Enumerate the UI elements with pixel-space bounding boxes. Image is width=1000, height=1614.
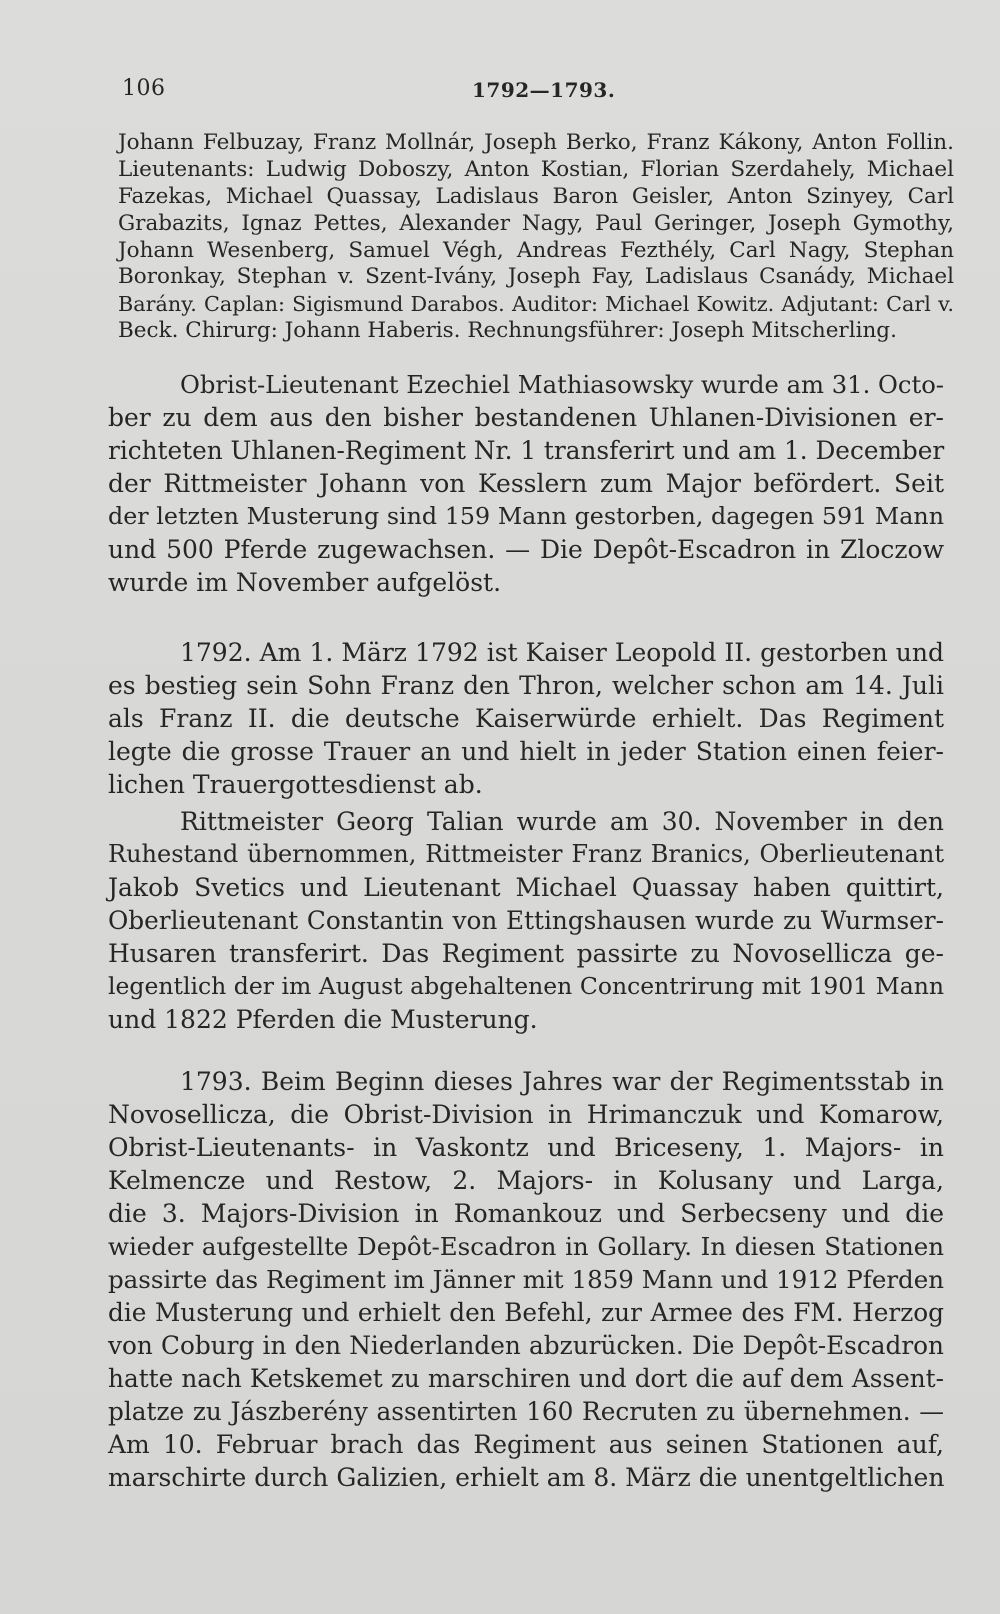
text-line: Ruhestand übernommen, Rittmeister Franz Branics, Oberlieutenant (108, 840, 944, 868)
roster-line: Johann Wesenberg, Samuel Végh, Andreas Fezthély, Carl Nagy, Stephan (118, 237, 954, 263)
text-line: Rittmeister Georg Talian wurde am 30. November in den (180, 807, 944, 836)
text-line: hatte nach Ketskemet zu marschiren und dort die auf dem Assent- (108, 1364, 944, 1393)
roster-line: Boronkay, Stephan v. Szent-Ivány, Joseph Fay, Ladislaus Csanády, Michael (118, 264, 954, 290)
text-line: die Musterung und erhielt den Befehl, zur Armee des FM. Herzog (108, 1298, 944, 1327)
officer-roster (118, 130, 954, 345)
text-line: ber zu dem aus den bisher bestandenen Uhlanen-Divisionen er- (108, 403, 944, 432)
text-line: 1792. Am 1. März 1792 ist Kaiser Leopold II. gestorben und (180, 638, 944, 667)
text-line: und 500 Pferde zugewachsen. — Die Depôt-Escadron in Zloczow (108, 535, 944, 564)
paragraph-mathiasowsky (108, 368, 944, 599)
text-line: lichen Trauergottesdienst ab. (108, 770, 483, 799)
text-line: wieder aufgestellte Depôt-Escadron in Gollary. In diesen Stationen (108, 1232, 944, 1261)
text-line: Kelmencze und Restow, 2. Majors- in Kolusany und Larga, (108, 1166, 944, 1195)
roster-line: Johann Felbuzay, Franz Mollnár, Joseph Berko, Franz Kákony, Anton Follin. (118, 130, 954, 155)
roster-line: Barány. Caplan: Sigismund Darabos. Auditor: Michael Kowitz. Adjutant: Carl v. (118, 292, 954, 317)
text-line: legentlich der im August abgehaltenen Concentrirung mit 1901 Mann (108, 972, 944, 1000)
paragraph-talian (108, 805, 944, 1036)
text-line: der Rittmeister Johann von Kesslern zum Major befördert. Seit (108, 469, 944, 498)
text-line: richteten Uhlanen-Regiment Nr. 1 transferirt und am 1. December (108, 436, 945, 465)
text-line: Oberlieutenant Constantin von Ettingshausen wurde zu Wurmser- (108, 906, 944, 935)
text-line: 1793. Beim Beginn dieses Jahres war der Regimentsstab in (180, 1067, 944, 1096)
text-line: passirte das Regiment im Jänner mit 1859 Mann und 1912 Pferden (108, 1265, 944, 1294)
page-header (122, 76, 942, 110)
page-number: 106 (122, 76, 166, 101)
text-line: marschirte durch Galizien, erhielt am 8. März die unentgeltlichen (108, 1463, 945, 1492)
text-line: als Franz II. die deutsche Kaiserwürde erhielt. Das Regiment (108, 704, 944, 733)
roster-line: Fazekas, Michael Quassay, Ladislaus Baron Geisler, Anton Szinyey, Carl (118, 183, 954, 209)
roster-line: Beck. Chirurg: Johann Haberis. Rechnungsführer: Joseph Mitscherling. (118, 318, 897, 344)
text-line: der letzten Musterung sind 159 Mann gestorben, dagegen 591 Mann (108, 502, 944, 530)
text-line: Obrist-Lieutenants- in Vaskontz und Briceseny, 1. Majors- in (108, 1133, 944, 1162)
text-line: Novosellicza, die Obrist-Division in Hrimanczuk und Komarow, (108, 1100, 944, 1129)
text-line: Obrist-Lieutenant Ezechiel Mathiasowsky wurde am 31. Octo- (180, 370, 945, 399)
roster-line: Lieutenants: Ludwig Doboszy, Anton Kostian, Florian Szerdahely, Michael (118, 156, 954, 182)
running-head: 1792—1793. (472, 78, 616, 102)
paragraph-1792 (108, 636, 944, 801)
roster-line: Grabazits, Ignaz Pettes, Alexander Nagy, Paul Geringer, Joseph Gymothy, (118, 210, 954, 236)
text-line: Husaren transferirt. Das Regiment passirte zu Novosellicza ge- (108, 939, 944, 968)
paragraph-1793 (108, 1065, 944, 1494)
text-line: und 1822 Pferden die Musterung. (108, 1005, 538, 1034)
text-line: von Coburg in den Niederlanden abzurücken. Die Depôt-Escadron (108, 1331, 944, 1360)
text-line: es bestieg sein Sohn Franz den Thron, welcher schon am 14. Juli (108, 671, 944, 700)
text-line: Jakob Svetics und Lieutenant Michael Quassay haben quittirt, (108, 873, 944, 902)
text-line: die 3. Majors-Division in Romankouz und Serbecseny und die (108, 1199, 944, 1228)
text-line: Am 10. Februar brach das Regiment aus seinen Stationen auf, (108, 1430, 944, 1459)
text-line: wurde im November aufgelöst. (108, 568, 502, 597)
text-line: platze zu Jászberény assentirten 160 Recruten zu übernehmen. — (108, 1397, 944, 1426)
text-line: legte die grosse Trauer an und hielt in jeder Station einen feier- (108, 737, 944, 766)
